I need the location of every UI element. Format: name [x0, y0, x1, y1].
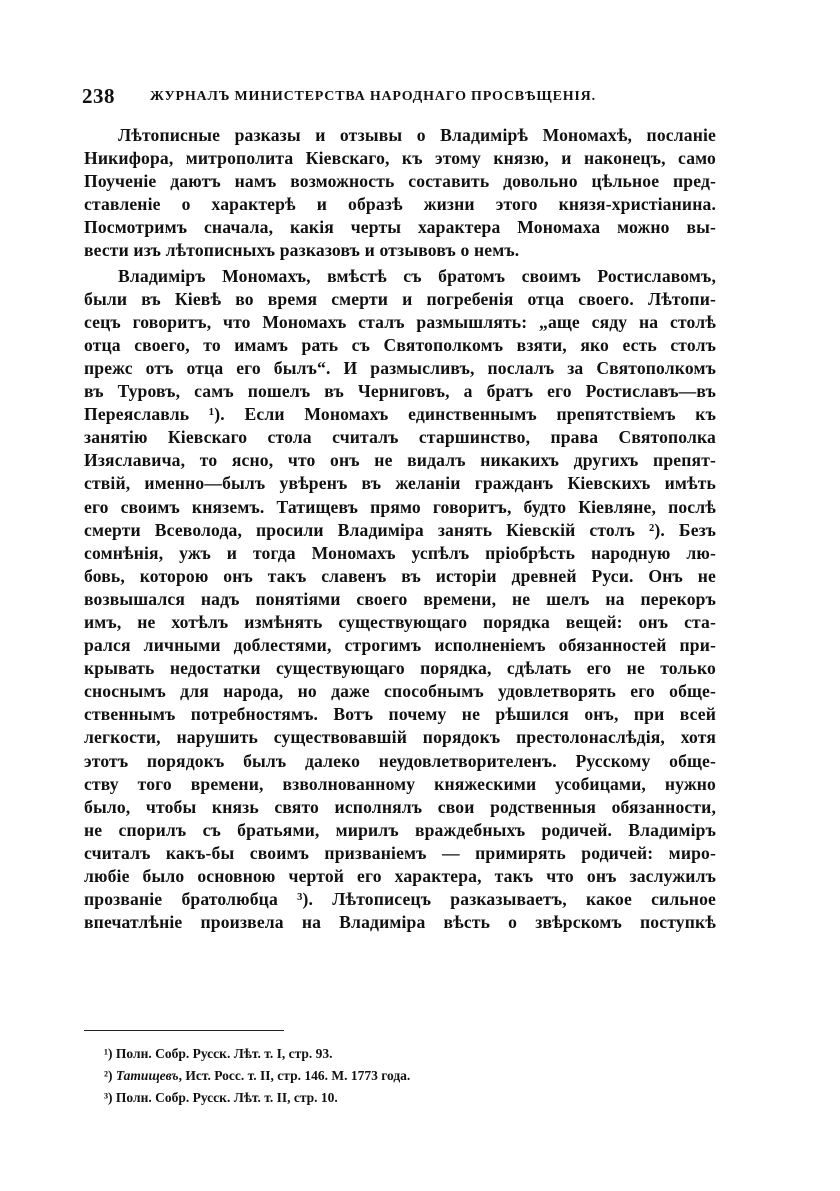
footnote-text: Полн. Собр. Русск. Лѣт. т. II, стр. 10.	[115, 1090, 338, 1105]
footnote	[104, 1087, 704, 1109]
text-line: было, чтобы князь свято исполнялъ свои родственныя обязанности,	[84, 796, 716, 817]
text-line: въ Туровъ, самъ пошелъ въ Черниговъ, а братъ его Ростиславъ—въ	[84, 381, 716, 402]
text-line: легкости, нарушить существовавшій порядокъ престолонаслѣдія, хотя	[84, 727, 716, 748]
text-line: сецъ говоритъ, что Мономахъ сталъ размышлять: „аще сяду на столѣ	[84, 311, 716, 332]
footnote-mark: ¹)	[104, 1046, 113, 1061]
running-head: ЖУРНАЛЪ МИНИСТЕРСТВА НАРОДНАГО ПРОСВѢЩЕНІЯ.	[150, 89, 596, 104]
text-line: его своимъ княземъ. Татищевъ прямо говоритъ, будто Кіевляне, послѣ	[84, 496, 716, 517]
text-line: Лѣтописные разказы и отзывы о Владимірѣ Мономахѣ, посланіе	[118, 125, 716, 145]
text-line: занятію Кіевскаго стола считалъ старшинство, права Святополка	[84, 427, 716, 448]
text-line: возвышался надъ понятіями своего времени, не шелъ на перекоръ	[84, 588, 716, 609]
text-line: любіе было основною чертой его характера, такъ что онъ заслужилъ	[84, 866, 716, 886]
footnote-mark: ²)	[104, 1068, 113, 1083]
text-line: крывать недостатки существующаго порядка, сдѣлать его не только	[84, 658, 716, 679]
text-line: ствій, именно—былъ увѣренъ въ желаніи гражданъ Кіевскихъ имѣть	[84, 473, 716, 494]
footnote-text: , Ист. Росс. т. II, стр. 146. М. 1773 года.	[178, 1068, 411, 1083]
text-line: Владиміръ Мономахъ, вмѣстѣ съ братомъ своимъ Ростиславомъ,	[118, 265, 716, 286]
footnote-mark: ³)	[104, 1090, 113, 1105]
text-line: Посмотримъ сначала, какія черты характера Мономаха можно вы-	[84, 217, 716, 238]
footnote-text: Полн. Собр. Русск. Лѣт. т. I, стр. 93.	[115, 1046, 333, 1061]
text-line: отца своего, то имамъ рать съ Святополкомъ взяти, яко есть столъ	[84, 334, 716, 355]
footnote-rule	[84, 1030, 284, 1031]
footnote-author: Татищевъ	[115, 1068, 179, 1083]
text-line: прежс отъ отца его былъ“. И размысливъ, послалъ за Святополкомъ	[84, 357, 716, 378]
text-line: Поученіе даютъ намъ возможность составить довольно цѣльное пред-	[84, 171, 716, 192]
text-line: Никифора, митрополита Кіевскаго, къ этому князю, и наконецъ, само	[84, 148, 716, 169]
page-number: 238	[82, 84, 115, 108]
footnote	[104, 1065, 704, 1087]
text-line: не спорилъ съ братьями, мирилъ враждебныхъ родичей. Владиміръ	[84, 819, 716, 840]
body-text	[84, 124, 716, 934]
text-line: ственнымъ потребностямъ. Вотъ почему не рѣшился онъ, при всей	[84, 704, 716, 725]
page-header	[82, 84, 722, 114]
text-line: рался личными доблестями, строгимъ исполненіемъ обязанностей при-	[84, 635, 716, 656]
text-line: Изяславича, то ясно, что онъ не видалъ никакихъ другихъ препят-	[84, 450, 716, 471]
footnote	[104, 1043, 704, 1065]
text-line: впечатлѣніе произвела на Владиміра вѣсть о звѣрскомъ поступкѣ	[84, 912, 716, 933]
text-line: ству того времени, взволнованному княжескими усобицами, нужно	[84, 773, 716, 794]
text-line: смерти Всеволода, просили Владиміра занять Кіевскій столъ ²). Безъ	[84, 519, 716, 540]
text-line: Переяславль ¹). Если Мономахъ единственнымъ препятствіемъ къ	[84, 404, 716, 425]
text-line: ставленіе о характерѣ и образѣ жизни этого князя-христіанина.	[84, 194, 716, 215]
text-line: прозваніе братолюбца ³). Лѣтописецъ разказываетъ, какое сильное	[84, 889, 716, 910]
text-line: были въ Кіевѣ во время смерти и погребенія отца своего. Лѣтопи-	[84, 288, 716, 309]
text-line: сомнѣнія, ужъ и тогда Мономахъ успѣлъ пріобрѣсть народную лю-	[84, 542, 716, 563]
text-line: этотъ порядокъ былъ далеко неудовлетворителенъ. Русскому обще-	[84, 750, 716, 771]
text-line: вести изъ лѣтописныхъ разказовъ и отзывовъ о немъ.	[84, 240, 520, 261]
text-line: сноснымъ для народа, но даже способнымъ удовлетворять его обще-	[84, 681, 716, 702]
text-line: имъ, не хотѣлъ измѣнять существующаго порядка вещей: онъ ста-	[84, 611, 716, 632]
text-line: считалъ какъ-бы своимъ призваніемъ — примирять родичей: миро-	[84, 842, 716, 863]
text-line: бовь, которою онъ такъ славенъ въ исторіи древней Руси. Онъ не	[84, 565, 716, 586]
footnotes	[104, 1043, 704, 1109]
